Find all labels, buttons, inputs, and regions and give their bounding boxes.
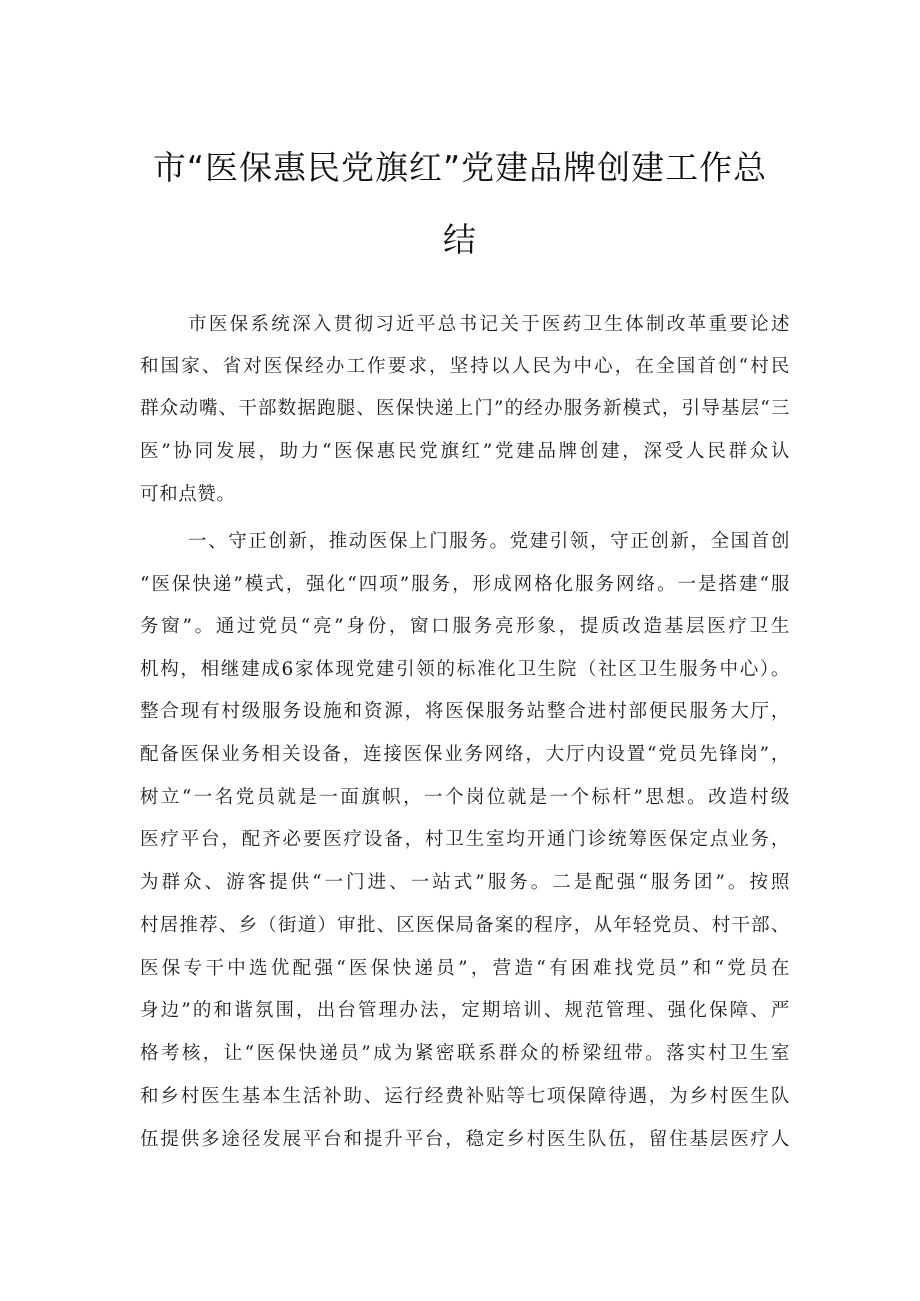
paragraph-line: 格考核，让“医保快递员”成为紧密联系群众的桥梁纽带。落实村卫生室 — [140, 1043, 790, 1064]
paragraph-line: 树立“一名党员就是一面旗帜，一个岗位就是一个标杆”思想。改造村级 — [140, 787, 790, 808]
paragraph-line: 医”协同发展，助力“医保惠民党旗红”党建品牌创建，深受人民群众认 — [140, 441, 790, 462]
paragraph-line: 身边”的和谐氛围，出台管理办法，定期培训、规范管理、强化保障、严 — [140, 1000, 790, 1021]
paragraph-line: 可和点赞。 — [140, 484, 236, 505]
document-title-line-2: 结 — [443, 220, 477, 259]
paragraph-line: 整合现有村级服务设施和资源，将医保服务站整合进村部便民服务大厅， — [140, 701, 790, 722]
paragraph-line: 机构，相继建成6家体现党建引领的标准化卫生院（社区卫生服务中心）。 — [140, 659, 790, 680]
paragraph-line: 伍提供多途径发展平台和提升平台，稳定乡村医生队伍，留住基层医疗人 — [140, 1129, 790, 1150]
paragraph-line: 为群众、游客提供“一门进、一站式”服务。二是配强“服务团”。按照 — [140, 872, 790, 893]
paragraph-line: 务窗”。通过党员“亮”身份，窗口服务亮形象，提质改造基层医疗卫生 — [140, 616, 790, 637]
paragraph-line: 和国家、省对医保经办工作要求，坚持以人民为中心，在全国首创“村民 — [140, 356, 790, 377]
document-title-line-1: 市“医保惠民党旗红”党建品牌创建工作总 — [152, 148, 768, 187]
paragraph-line: 村居推荐、乡（街道）审批、区医保局备案的程序，从年轻党员、村干部、 — [140, 915, 790, 936]
paragraph-line: 和乡村医生基本生活补助、运行经费补贴等七项保障待遇，为乡村医生队 — [140, 1086, 790, 1107]
paragraph-line: 医保专干中选优配强“医保快递员”，营造“有困难找党员”和“党员在 — [140, 958, 790, 979]
paragraph-line: 群众动嘴、干部数据跑腿、医保快递上门”的经办服务新模式，引导基层“三 — [140, 398, 790, 419]
paragraph-line: 一、守正创新，推动医保上门服务。党建引领，守正创新，全国首创 — [188, 531, 790, 552]
paragraph-line: “医保快递”模式，强化“四项”服务，形成网格化服务网络。一是搭建“服 — [140, 574, 790, 595]
paragraph-line: 市医保系统深入贯彻习近平总书记关于医药卫生体制改革重要论述 — [188, 314, 790, 335]
paragraph-line: 配备医保业务相关设备，连接医保业务网络，大厅内设置“党员先锋岗”， — [140, 744, 790, 765]
paragraph-line: 医疗平台，配齐必要医疗设备，村卫生室均开通门诊统筹医保定点业务， — [140, 829, 790, 850]
